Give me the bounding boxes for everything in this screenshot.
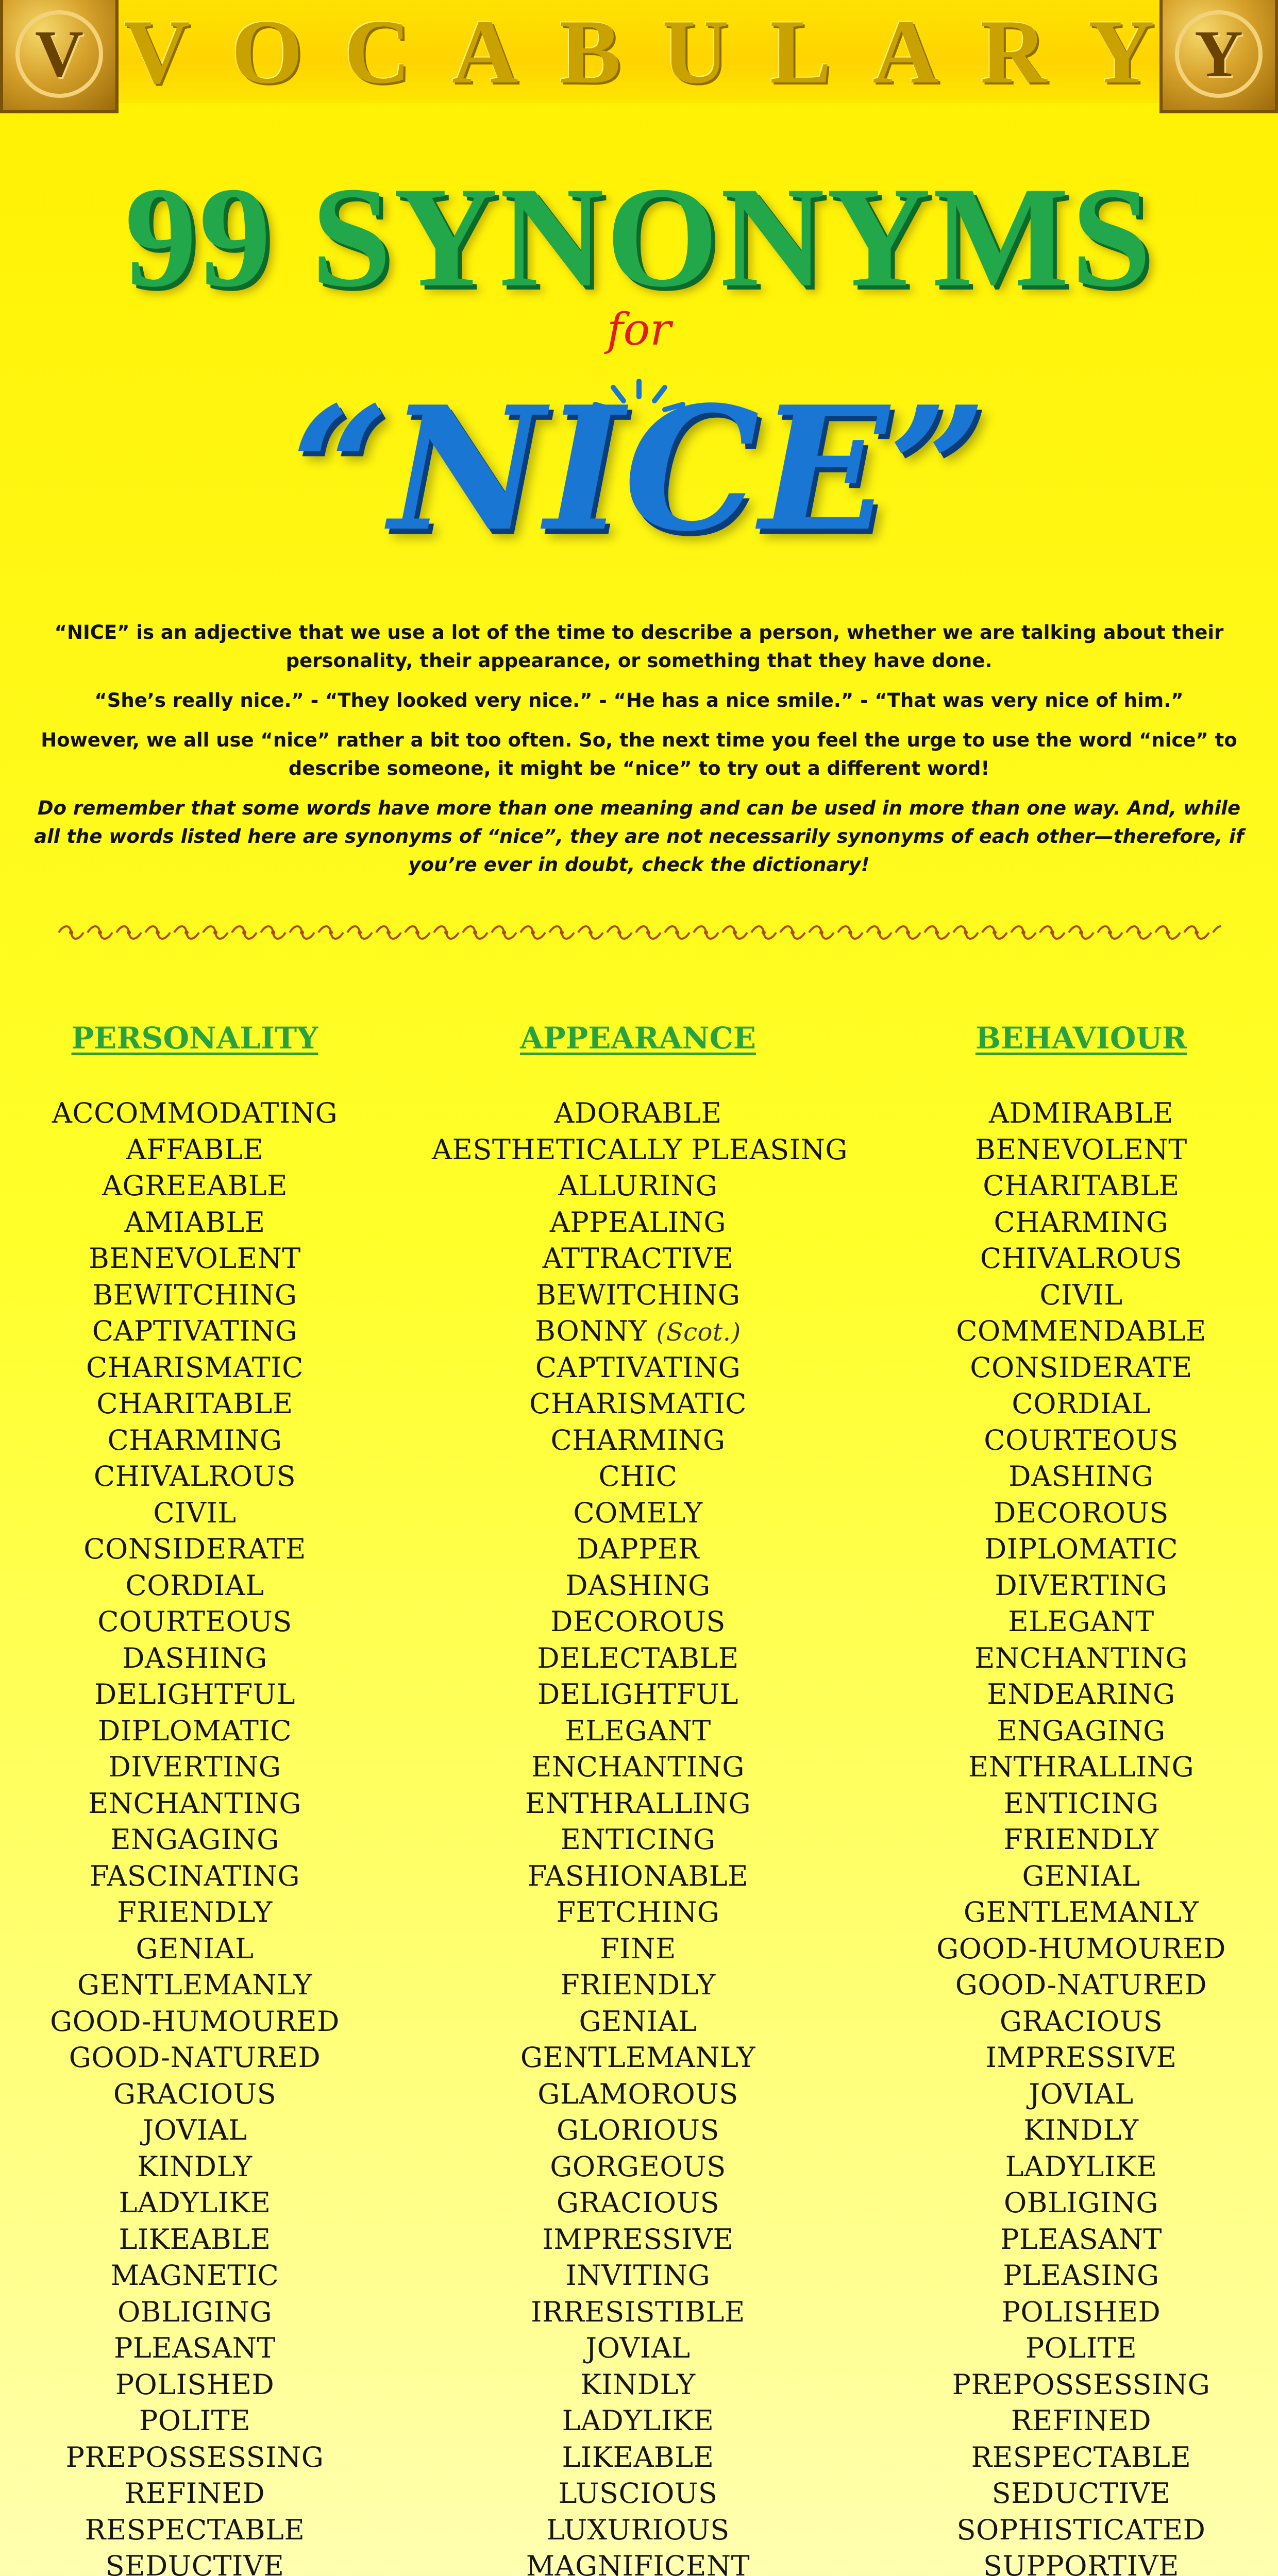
- synonym-item: [432, 1568, 844, 1604]
- synonym-item: [875, 1858, 1278, 1895]
- synonym-word: CHARISMATIC: [86, 1351, 304, 1384]
- synonym-item: [875, 1531, 1278, 1568]
- synonym-item: [432, 1277, 844, 1314]
- synonym-word: GLAMOROUS: [537, 2077, 738, 2110]
- medallion-letter: Y: [1175, 10, 1263, 98]
- synonym-word: ENCHANTING: [974, 1641, 1188, 1674]
- synonym-word: OBLIGING: [117, 2295, 272, 2328]
- word-list: [432, 1095, 848, 2576]
- synonym-item: [0, 1422, 401, 1459]
- synonym-word: BEWITCHING: [92, 1278, 297, 1311]
- synonym-item: [875, 1386, 1278, 1422]
- synonym-word: GENIAL: [1022, 1859, 1140, 1892]
- synonym-item: [875, 2149, 1278, 2185]
- intro-text: [31, 618, 1247, 890]
- synonym-item: [0, 1931, 401, 1968]
- synonym-item: [875, 1931, 1278, 1968]
- synonym-item: [875, 1241, 1278, 1277]
- intro-paragraph: However, we all use “nice” rather a bit too often. So, the next time you feel the urge to use the word “nice” to describe someone, it might be “nice” to try out a different word!: [41, 729, 1237, 779]
- synonym-item: [875, 2004, 1278, 2040]
- synonym-word: RESPECTABLE: [85, 2513, 305, 2546]
- synonym-word: CAPTIVATING: [535, 1351, 741, 1384]
- intro-examples: “She’s really nice.” - “They looked very nice.” - “He has a nice smile.” - “That was very nice of him.”: [94, 689, 1184, 711]
- synonym-item: [0, 2149, 401, 2185]
- synonym-item: [0, 2367, 401, 2403]
- synonym-word: ADORABLE: [554, 1097, 722, 1129]
- synonym-word: SOPHISTICATED: [956, 2513, 1206, 2546]
- banner-letter: Y: [1088, 1, 1154, 103]
- synonym-item: [432, 2294, 844, 2331]
- synonym-word: ELEGANT: [1008, 1605, 1154, 1638]
- medallion-letter: V: [15, 10, 103, 98]
- synonym-item: [432, 2112, 844, 2149]
- synonym-word: CHARMING: [994, 1206, 1169, 1239]
- synonym-item: [0, 1604, 401, 1640]
- synonym-item: [432, 1313, 844, 1350]
- synonym-item: [432, 1495, 844, 1532]
- medallion-icon: [1159, 0, 1278, 113]
- synonym-word: MAGNETIC: [110, 2259, 279, 2292]
- synonym-item: [875, 2258, 1278, 2294]
- synonym-word: KINDLY: [1023, 2114, 1139, 2146]
- banner-letter: R: [980, 1, 1047, 103]
- synonym-item: [0, 2512, 401, 2549]
- synonym-word: CIVIL: [1039, 1278, 1123, 1311]
- synonym-item: [432, 2222, 844, 2258]
- synonym-word: LADYLIKE: [119, 2187, 271, 2219]
- synonym-item: [432, 2076, 844, 2113]
- synonym-word: CIVIL: [153, 1496, 237, 1529]
- synonym-item: [875, 2294, 1278, 2331]
- synonym-item: [875, 1894, 1278, 1931]
- synonym-item: [875, 1277, 1278, 1314]
- synonym-word: BENEVOLENT: [975, 1133, 1187, 1166]
- synonym-item: [432, 2512, 844, 2549]
- medallion-icon: [0, 0, 119, 113]
- banner-letter: A: [451, 1, 518, 103]
- synonym-word: INVITING: [565, 2259, 711, 2292]
- synonym-item: [0, 1749, 401, 1786]
- synonym-word: KINDLY: [580, 2368, 696, 2401]
- banner-letter: B: [559, 1, 621, 103]
- synonym-word: LADYLIKE: [562, 2404, 714, 2437]
- synonym-item: [0, 1277, 401, 1314]
- synonym-item: [0, 1531, 401, 1568]
- synonym-item: [875, 1459, 1278, 1495]
- synonym-item: [432, 1713, 844, 1750]
- synonym-word: REFINED: [1011, 2404, 1152, 2437]
- word-list: [875, 1095, 1278, 2576]
- synonym-word: GLORIOUS: [556, 2114, 720, 2146]
- synonym-item: [432, 2330, 844, 2367]
- synonym-item: [875, 1822, 1278, 1858]
- synonym-word: FRIENDLY: [560, 1969, 716, 2001]
- synonym-word: CHARMING: [550, 1423, 726, 1456]
- synonym-word: PLEASANT: [1000, 2223, 1162, 2256]
- synonym-item: [432, 1241, 844, 1277]
- synonym-item: [0, 1168, 401, 1205]
- synonym-word: JOVIAL: [1029, 2077, 1134, 2110]
- synonym-word: DASHING: [122, 1641, 267, 1674]
- synonym-word: DASHING: [1008, 1460, 1154, 1493]
- usage-note: (Scot.): [656, 1318, 741, 1347]
- synonym-item: [875, 2185, 1278, 2222]
- synonym-word: APPEALING: [549, 1206, 727, 1239]
- synonym-item: [432, 1422, 844, 1459]
- synonym-item: [875, 1132, 1278, 1168]
- synonym-word: CORDIAL: [1012, 1387, 1151, 1420]
- synonym-item: [875, 2076, 1278, 2113]
- synonym-word: KINDLY: [137, 2150, 253, 2183]
- synonym-word: CONSIDERATE: [83, 1533, 306, 1565]
- synonym-word: PLEASANT: [114, 2332, 276, 2364]
- synonym-item: [0, 2258, 401, 2294]
- synonym-word: GENIAL: [136, 1932, 254, 1965]
- synonym-item: [0, 1350, 401, 1386]
- synonym-item: [432, 2476, 844, 2512]
- synonym-word: ATTRACTIVE: [542, 1242, 734, 1275]
- synonym-word: MAGNIFICENT: [526, 2550, 750, 2576]
- top-banner: [0, 0, 1278, 103]
- synonym-item: [432, 2149, 844, 2185]
- synonym-word: GRACIOUS: [556, 2187, 720, 2219]
- synonym-word: FRIENDLY: [1003, 1823, 1159, 1856]
- synonym-word: LIKEABLE: [562, 2441, 714, 2473]
- synonym-word: GOOD-HUMOURED: [50, 2005, 340, 2038]
- synonym-word: GOOD-NATURED: [69, 2041, 321, 2074]
- synonym-item: [875, 2330, 1278, 2367]
- synonym-item: [0, 2222, 401, 2258]
- synonym-word: POLITE: [1025, 2332, 1137, 2364]
- synonym-word: BONNY: [535, 1315, 647, 1347]
- synonym-word: CHARISMATIC: [529, 1387, 747, 1420]
- synonym-word: COURTEOUS: [984, 1423, 1179, 1456]
- synonym-item: [875, 2040, 1278, 2076]
- synonym-word: SUPPORTIVE: [983, 2550, 1179, 2576]
- column-behaviour: [875, 1021, 1278, 2576]
- banner-letter: A: [872, 1, 939, 103]
- synonym-item: [0, 2076, 401, 2113]
- synonym-word: ACCOMMODATING: [52, 1097, 338, 1129]
- synonym-item: [875, 1168, 1278, 1205]
- synonym-item: [875, 2512, 1278, 2549]
- synonym-item: [0, 2330, 401, 2367]
- synonym-word: GENTLEMANLY: [520, 2041, 756, 2074]
- synonym-item: [432, 1640, 844, 1677]
- synonym-word: FETCHING: [556, 1896, 720, 1928]
- synonym-word: ELEGANT: [565, 1714, 711, 1747]
- synonym-word: DELIGHTFUL: [537, 1678, 738, 1710]
- synonym-item: [0, 1459, 401, 1495]
- synonym-word: DIPLOMATIC: [984, 1533, 1179, 1565]
- synonym-item: [875, 1313, 1278, 1350]
- synonym-item: [432, 1931, 844, 1968]
- synonym-word: JOVIAL: [585, 2332, 691, 2364]
- synonym-item: [875, 1713, 1278, 1750]
- synonym-item: [0, 2403, 401, 2439]
- synonym-item: [875, 2112, 1278, 2149]
- synonym-word: DIVERTING: [995, 1569, 1168, 1602]
- synonym-word: AMIABLE: [124, 1206, 265, 1239]
- synonym-item: [0, 1095, 401, 1132]
- synonym-word: CHARITABLE: [96, 1387, 293, 1420]
- synonym-word: IMPRESSIVE: [985, 2041, 1177, 2074]
- synonym-item: [432, 2439, 844, 2476]
- synonym-item: [432, 2367, 844, 2403]
- banner-word-vocabulary: [124, 0, 1154, 103]
- synonym-word: DELECTABLE: [537, 1641, 739, 1674]
- synonym-word: DIVERTING: [108, 1751, 281, 1783]
- synonym-item: [432, 2258, 844, 2294]
- synonym-word: ENDEARING: [987, 1678, 1175, 1710]
- banner-letter: U: [662, 1, 729, 103]
- synonym-word: DECOROUS: [994, 1496, 1169, 1529]
- synonym-word: ENTICING: [1003, 1787, 1159, 1820]
- synonym-item: [0, 2004, 401, 2040]
- synonym-item: [0, 1967, 401, 2004]
- synonym-item: [432, 2403, 844, 2439]
- synonym-item: [875, 2548, 1278, 2576]
- intro-paragraph: “NICE” is an adjective that we use a lot of the time to describe a person, whether we are talking about their personality, their appearance, or something that they have done.: [54, 621, 1224, 672]
- synonym-word: LIKEABLE: [119, 2223, 271, 2256]
- synonym-item: [432, 2040, 844, 2076]
- synonym-item: [0, 1676, 401, 1713]
- synonym-item: [432, 1858, 844, 1895]
- synonym-word: LADYLIKE: [1005, 2150, 1157, 2183]
- synonym-word: PREPOSSESSING: [65, 2441, 324, 2473]
- synonym-item: [432, 1459, 844, 1495]
- synonym-item: [875, 2367, 1278, 2403]
- synonym-word: COURTEOUS: [97, 1605, 292, 1638]
- synonym-word: POLISHED: [115, 2368, 275, 2401]
- synonym-word: OBLIGING: [1004, 2187, 1158, 2219]
- synonym-item: [875, 1095, 1278, 1132]
- synonym-word: RESPECTABLE: [971, 2441, 1191, 2473]
- nice-word: “NICE”: [291, 369, 987, 569]
- synonym-word: GRACIOUS: [999, 2005, 1163, 2038]
- synonym-item: [875, 1495, 1278, 1532]
- synonym-item: [0, 1640, 401, 1677]
- synonym-item: [875, 1568, 1278, 1604]
- synonym-item: [875, 2476, 1278, 2512]
- synonym-item: [0, 2294, 401, 2331]
- synonym-item: [0, 1858, 401, 1895]
- synonym-item: [432, 1132, 848, 1168]
- synonym-word: IRRESISTIBLE: [531, 2295, 745, 2328]
- synonym-item: [0, 2040, 401, 2076]
- column-heading: BEHAVIOUR: [975, 1021, 1187, 1056]
- synonym-word: PLEASING: [1003, 2259, 1159, 2292]
- synonym-word: POLISHED: [1001, 2295, 1161, 2328]
- synonym-word: ENTHRALLING: [525, 1787, 751, 1820]
- banner-letter: L: [770, 1, 831, 103]
- synonym-item: [432, 1749, 844, 1786]
- synonym-item: [0, 1568, 401, 1604]
- synonym-word: CHIVALROUS: [93, 1460, 296, 1493]
- synonym-item: [0, 1386, 401, 1422]
- column-appearance: [432, 1021, 848, 2576]
- synonym-item: [0, 1313, 401, 1350]
- synonym-word: ENCHANTING: [531, 1751, 745, 1783]
- synonym-word: GENIAL: [579, 2005, 697, 2038]
- synonym-word: ALLURING: [558, 1170, 718, 1202]
- synonym-word: FRIENDLY: [117, 1896, 273, 1928]
- synonym-item: [0, 2548, 401, 2576]
- synonym-word: ENTICING: [560, 1823, 716, 1856]
- synonym-word: LUXURIOUS: [546, 2513, 730, 2546]
- synonym-item: [875, 1422, 1278, 1459]
- synonym-item: [875, 1205, 1278, 1241]
- synonym-word: BEWITCHING: [535, 1278, 741, 1311]
- synonym-item: [875, 2439, 1278, 2476]
- synonym-word: GOOD-NATURED: [955, 1969, 1207, 2001]
- synonym-word: AGREEABLE: [102, 1170, 288, 1202]
- synonym-item: [0, 1132, 401, 1168]
- synonym-item: [0, 2476, 401, 2512]
- page-title: 99 SYNONYMS: [124, 157, 1154, 317]
- synonym-item: [875, 1967, 1278, 2004]
- synonym-word: IMPRESSIVE: [542, 2223, 734, 2256]
- synonym-item: [875, 2222, 1278, 2258]
- synonym-item: [432, 1894, 844, 1931]
- ornament-divider-icon: [57, 922, 1221, 943]
- synonym-word: CORDIAL: [125, 1569, 264, 1602]
- synonym-word: FASCINATING: [90, 1859, 300, 1892]
- synonym-word: COMMENDABLE: [956, 1315, 1206, 1347]
- synonym-word: DAPPER: [576, 1533, 700, 1565]
- synonym-item: [432, 1967, 844, 2004]
- synonym-item: [0, 2185, 401, 2222]
- synonym-word: GOOD-HUMOURED: [936, 1932, 1226, 1965]
- synonym-item: [875, 1786, 1278, 1822]
- synonym-item: [432, 2548, 844, 2576]
- synonym-word: PREPOSSESSING: [952, 2368, 1210, 2401]
- synonym-item: [875, 1676, 1278, 1713]
- for-word: for: [607, 304, 671, 355]
- banner-letter: C: [344, 1, 411, 103]
- synonym-word: DASHING: [565, 1569, 711, 1602]
- synonym-word: CHIC: [598, 1460, 678, 1493]
- synonym-item: [0, 1241, 401, 1277]
- synonym-word: DIPLOMATIC: [97, 1714, 292, 1747]
- synonym-item: [0, 1822, 401, 1858]
- synonym-word: JOVIAL: [142, 2114, 247, 2146]
- synonym-item: [0, 2112, 401, 2149]
- synonym-word: CHARMING: [107, 1423, 282, 1456]
- synonym-item: [0, 1495, 401, 1532]
- synonym-item: [875, 1604, 1278, 1640]
- synonym-item: [875, 2403, 1278, 2439]
- synonym-item: [432, 1350, 844, 1386]
- synonym-item: [432, 1531, 844, 1568]
- synonym-item: [0, 1713, 401, 1750]
- column-heading: APPEARANCE: [519, 1021, 756, 1056]
- synonym-item: [432, 2185, 844, 2222]
- synonym-item: [432, 1095, 844, 1132]
- synonym-word: AESTHETICALLY PLEASING: [432, 1133, 848, 1166]
- synonym-word: ENGAGING: [110, 1823, 279, 1856]
- synonym-word: CHARITABLE: [983, 1170, 1180, 1202]
- synonym-item: [432, 1676, 844, 1713]
- synonym-word: GORGEOUS: [550, 2150, 726, 2183]
- banner-letter: O: [231, 1, 303, 103]
- synonym-word: ENCHANTING: [88, 1787, 302, 1820]
- synonym-item: [875, 1640, 1278, 1677]
- synonym-item: [0, 2439, 401, 2476]
- synonym-item: [875, 1749, 1278, 1786]
- synonym-item: [432, 1168, 844, 1205]
- synonym-word: ENGAGING: [997, 1714, 1166, 1747]
- synonym-word: CHIVALROUS: [980, 1242, 1183, 1275]
- synonym-item: [432, 1386, 844, 1422]
- synonym-item: [432, 2004, 844, 2040]
- synonym-word: DELIGHTFUL: [94, 1678, 295, 1710]
- synonym-word: ENTHRALLING: [968, 1751, 1195, 1783]
- synonym-item: [432, 1604, 844, 1640]
- synonym-word: POLITE: [139, 2404, 251, 2437]
- synonym-word: CONSIDERATE: [970, 1351, 1192, 1384]
- synonym-word: BENEVOLENT: [89, 1242, 301, 1275]
- synonym-item: [0, 1894, 401, 1931]
- synonym-word: AFFABLE: [126, 1133, 264, 1166]
- synonym-item: [432, 1822, 844, 1858]
- synonym-word: CAPTIVATING: [92, 1315, 298, 1347]
- synonym-word: DECOROUS: [550, 1605, 726, 1638]
- synonym-word: GRACIOUS: [113, 2077, 277, 2110]
- synonym-word: COMELY: [573, 1496, 703, 1529]
- word-list: [0, 1095, 401, 2576]
- synonym-word: SEDUCTIVE: [105, 2550, 284, 2576]
- synonym-item: [875, 1350, 1278, 1386]
- synonym-word: FINE: [600, 1932, 676, 1965]
- synonym-item: [0, 1786, 401, 1822]
- synonym-item: [0, 1205, 401, 1241]
- synonym-word: GENTLEMANLY: [77, 1969, 313, 2001]
- synonym-item: [432, 1205, 844, 1241]
- synonym-word: GENTLEMANLY: [963, 1896, 1199, 1928]
- synonym-word: REFINED: [124, 2477, 265, 2510]
- synonym-item: [432, 1786, 844, 1822]
- synonym-word: ADMIRABLE: [988, 1097, 1174, 1129]
- column-personality: [0, 1021, 401, 2576]
- synonym-word: SEDUCTIVE: [991, 2477, 1171, 2510]
- intro-caveat: Do remember that some words have more than one meaning and can be used in more than one way. And, while all the words listed here are synonyms of “nice”, they are not necessarily synonyms of each other—therefore, if you’re ever in doubt, check the dictionary!: [34, 797, 1244, 876]
- synonym-word: FASHIONABLE: [527, 1859, 749, 1892]
- banner-letter: V: [124, 1, 190, 103]
- column-heading: PERSONALITY: [71, 1021, 318, 1056]
- synonym-word: LUSCIOUS: [558, 2477, 718, 2510]
